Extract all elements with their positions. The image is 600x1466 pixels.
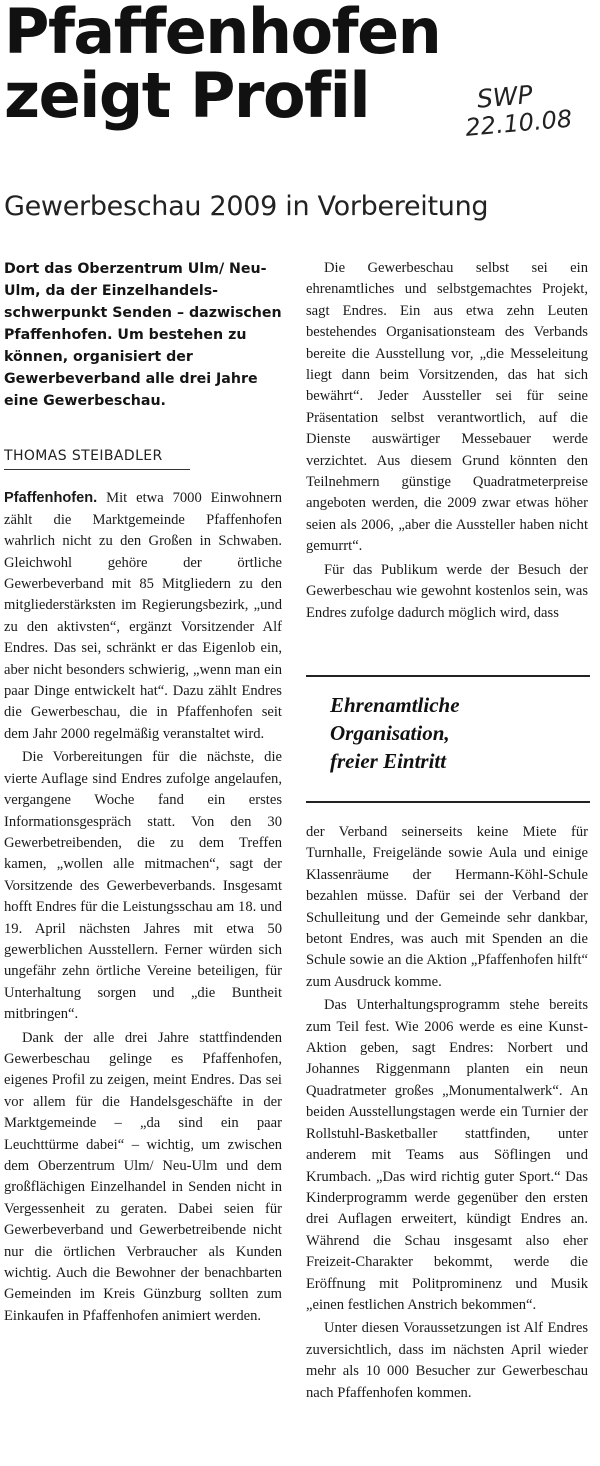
body-left (4, 488, 282, 1327)
headline-line-1: Pfaffenhofen (4, 0, 441, 68)
pull-quote-box (306, 675, 590, 803)
dateline: Pfaffenhofen. (4, 490, 98, 507)
handwritten-source-note (462, 78, 576, 141)
pull-quote-line: freier Eintritt (330, 749, 447, 773)
author-byline: THOMAS STEIBADLER (4, 446, 190, 470)
body-paragraph: Für das Publikum werde der Besuch der Gewerbeschau wie gewohnt kostenlos sein, was Endres zufolge dadurch möglich wird, dass (306, 561, 588, 621)
pull-quote-line: Organisation, (330, 721, 450, 745)
body-paragraph: Die Vorbereitungen für die nächste, die vierte Auflage sind Endres zufolge angelaufen, vergangene Woche fand ein erstes Informationsgespräch statt. Von den 30 Gewerbetreibenden, die zu dem Treffen kamen, „wollen alle mitmachen“, sagt der Vorsitzende des Gewerbeverbands. Insgesamt hofft Endres für die Leistungsschau am 18. und 19. April nächsten Jahres mit etwa 50 gewerblichen Ausstellern. Ferner würden sich ungefähr zehn örtliche Vereine beteiligen, für Unterhaltung sorgen und „die Buntheit mitbringen“. (4, 749, 282, 1023)
pull-quote-line: Ehrenamtliche (330, 693, 460, 717)
source-note: SWP (475, 79, 534, 114)
column-right-top (306, 258, 588, 624)
headline (4, 0, 441, 132)
body-paragraph: Das Unterhaltungsprogramm stehe bereits zum Teil fest. Wie 2006 werde es eine Kunst-Aktion geben, sagt Endres: Norbert und Johannes Riggenmann planten ein neun Quadratmeter großes „Monumentalwerk“. An beiden Ausstellungstagen werde ein Turnier der Rollstuhl-Basketballer stattfinden, unter anderem mit Teams aus Söflingen und Krumbach. „Das wird richtig guter Sport.“ Das Kinderprogramm werde gegenüber den ersten drei Auflagen erweitert, kündigt Endres an. Während die Schau insgesamt also eher Freizeit-Charakter bekommt, werde die Eröffnung mit Politprominenz und Musik „einen festlichen Anstrich bekommen“. (306, 997, 588, 1313)
lead-paragraph: Dort das Oberzentrum Ulm/ Neu-Ulm, da der Einzelhandels-schwerpunkt Senden – dazwischen Pfaffenhofen. Um bestehen zu können, organisiert der Gewerbeverband alle drei Jahre eine Gewerbeschau. (4, 261, 282, 409)
column-right-bottom (306, 822, 588, 1404)
body-paragraph: Unter diesen Voraussetzungen ist Alf Endres zuversichtlich, dass im nächsten April wieder mehr als 10 000 Besucher zur Gewerbeschau nach Pfaffenhofen kommen. (306, 1320, 588, 1401)
headline-line-2: zeigt Profil (4, 59, 370, 132)
paragraph-text: Mit etwa 7000 Einwohnern zählt die Marktgemeinde Pfaffenhofen wahrlich nicht zu den Großen in Schwaben. Gleichwohl gehöre der örtliche Gewerbeverband mit 85 Mitgliedern zu den mitgliederstärksten im Regierungsbezirk, „und zu den aktivsten“, ergänzt Vorsitzender Alf Endres. Das sei, schränkt er das Eigenlob ein, aber nicht besonders schwierig, „wenn man ein paar Dinge entwickelt hat“. Dazu zählt Endres die Gewerbeschau, die in Pfaffenhofen seit dem Jahr 2000 regelmäßig veranstaltet wird. (4, 490, 282, 742)
date-note: 22.10.08 (464, 104, 574, 142)
column-left (4, 258, 282, 1327)
body-paragraph: der Verband seinerseits keine Miete für Turnhalle, Freigelände sowie Aula und einige Klassenräume der Hermann-Köhl-Schule bezahlen müsse. Dafür sei der Verband der Schulleitung und der Gemeinde sehr dankbar, betont Endres, was auch mit Spenden an die Schule sowie an die Aktion „Pfaffenhofen hilft“ zum Ausdruck komme. (306, 824, 588, 990)
body-paragraph (4, 488, 282, 745)
pull-quote (330, 691, 580, 775)
subheadline: Gewerbeschau 2009 in Vorbereitung (4, 191, 489, 222)
body-paragraph: Die Gewerbeschau selbst sei ein ehrenamtliches und selbstgemachtes Projekt, sagt Endres. Ein aus etwa zehn Leuten bestehendes Organisationsteam des Verbands bereite die Ausstellung vor, „die Messeleitung liegt dann beim Vorsitzenden, das hat sich bewährt“. Jeder Aussteller sei für seine Präsentation selbst verantwortlich, auf die Dienste auswärtiger Messebauer werde verzichtet. Aus diesem Grund könnten den Teilnehmern günstige Quadratmeterpreise angeboten werden, die 2009 zwar etwas höher seien als 2006, „aber die Aussteller haben nicht gemurrt“. (306, 260, 588, 555)
body-paragraph: Dank der alle drei Jahre stattfindenden Gewerbeschau gelinge es Pfaffenhofen, eigenes Profil zu zeigen, meint Endres. Das sei vor allem für die Handelsgeschäfte in der Marktgemeinde – „da sind ein paar Leuchttürme dabei“ – wichtig, um zwischen dem Oberzentrum Ulm/ Neu-Ulm und dem großflächigen Einzelhandel in Senden nicht in Vergessenheit zu geraten. Dabei seien für Gewerbeverband und Gewerbetreibende nicht nur die örtlichen Verbraucher als Kunden wichtig. Auch die Bewohner der benachbarten Gemeinden im Kreis Günzburg sollten zum Einkaufen in Pfaffenhofen animiert werden. (4, 1029, 282, 1324)
